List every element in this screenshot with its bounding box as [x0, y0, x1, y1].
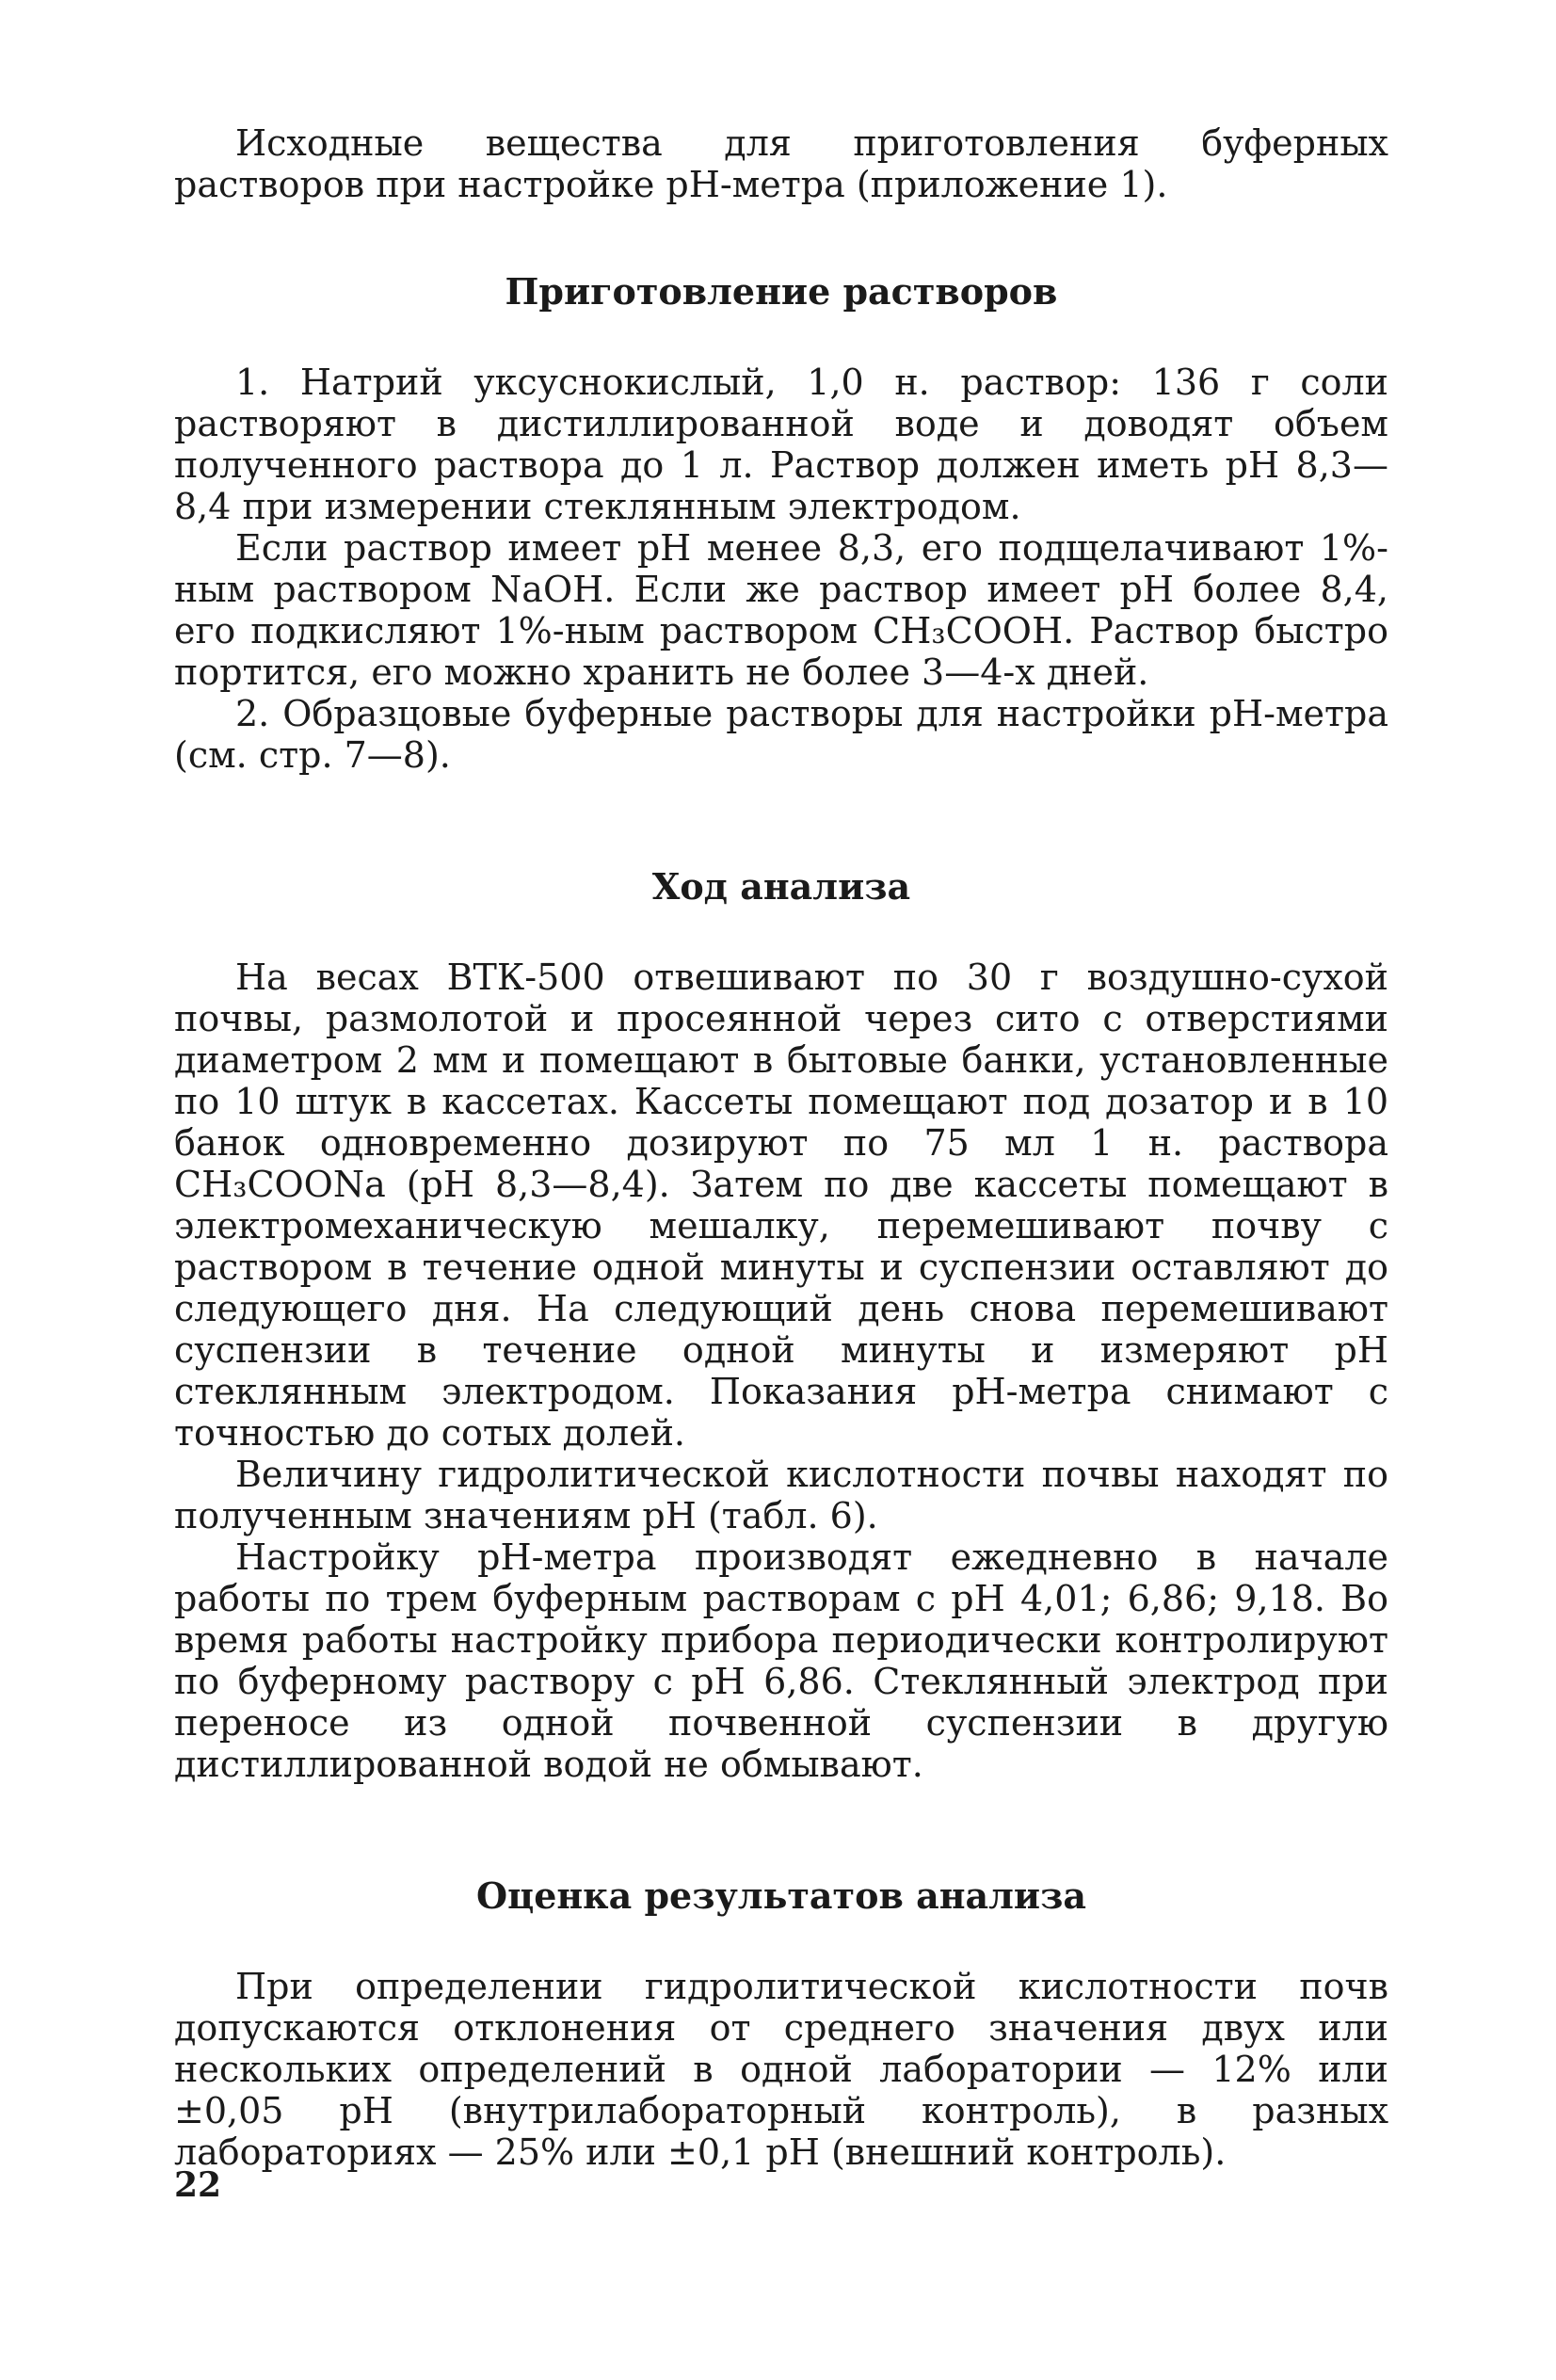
page-number: 22 — [174, 2165, 222, 2205]
section-title-evaluation: Оценка результатов анализа — [476, 1874, 1086, 1917]
paragraph-reference-buffers: 2. Образцовые буферные растворы для настройки рН-метра (см. стр. 7—8). — [174, 693, 1388, 776]
page-content — [174, 122, 1388, 2173]
paragraph-evaluation: При определении гидролитической кислотности почв допускаются отклонения от среднего значения двух или нескольких определений в одной лаборатории — 12% или ±0,05 рН (внутрилабораторный контроль), в разных лабораториях — 25% или ±0,1 рН (внешний контроль). — [174, 1966, 1388, 2173]
paragraph-sodium-acetate: 1. Натрий уксуснокислый, 1,0 н. раствор: 136 г соли растворяют в дистиллированной воде и доводят объем полученного раствора до 1 л. Раствор должен иметь рН 8,3—8,4 при измерении стеклянным электродом. — [174, 362, 1388, 527]
paragraph-ph-adjustment: Если раствор имеет рН менее 8,3, его подщелачивают 1%-ным раствором NaOH. Если же раствор имеет рН более 8,4, его подкисляют 1%-ным раствором CH₃COOH. Раствор быстро портится, его можно хранить не более 3—4-х дней. — [174, 527, 1388, 693]
paragraph-acidity-value: Величину гидролитической кислотности почвы находят по полученным значениям рН (табл. 6). — [174, 1454, 1388, 1536]
paragraph-ph-meter-calibration: Настройку рН-метра производят ежедневно в начале работы по трем буферным растворам с рН 4,01; 6,86; 9,18. Во время работы настройку прибора периодически контролируют по буферному раствору с рН 6,86. Стеклянный электрод при переносе из одной почвенной суспензии в другую дистиллированной водой не обмывают. — [174, 1536, 1388, 1785]
section-title-preparation: Приготовление растворов — [505, 270, 1058, 313]
paragraph-procedure: На весах ВТК-500 отвешивают по 30 г воздушно-сухой почвы, размолотой и просеянной через сито с отверстиями диаметром 2 мм и помещают в бытовые банки, установленные по 10 штук в кассетах. Кассеты помещают под дозатор и в 10 банок одновременно дозируют по 75 мл 1 н. раствора CH₃COONa (рН 8,3—8,4). Затем по две кассеты помещают в электромеханическую мешалку, перемешивают почву с раствором в течение одной минуты и суспензии оставляют до следующего дня. На следующий день снова перемешивают суспензии в течение одной минуты и измеряют рН стеклянным электродом. Показания рН-метра снимают с точностью до сотых долей. — [174, 957, 1388, 1454]
intro-paragraph: Исходные вещества для приготовления буферных растворов при настройке рН-метра (приложение 1). — [174, 122, 1388, 205]
section-title-procedure: Ход анализа — [651, 865, 911, 908]
